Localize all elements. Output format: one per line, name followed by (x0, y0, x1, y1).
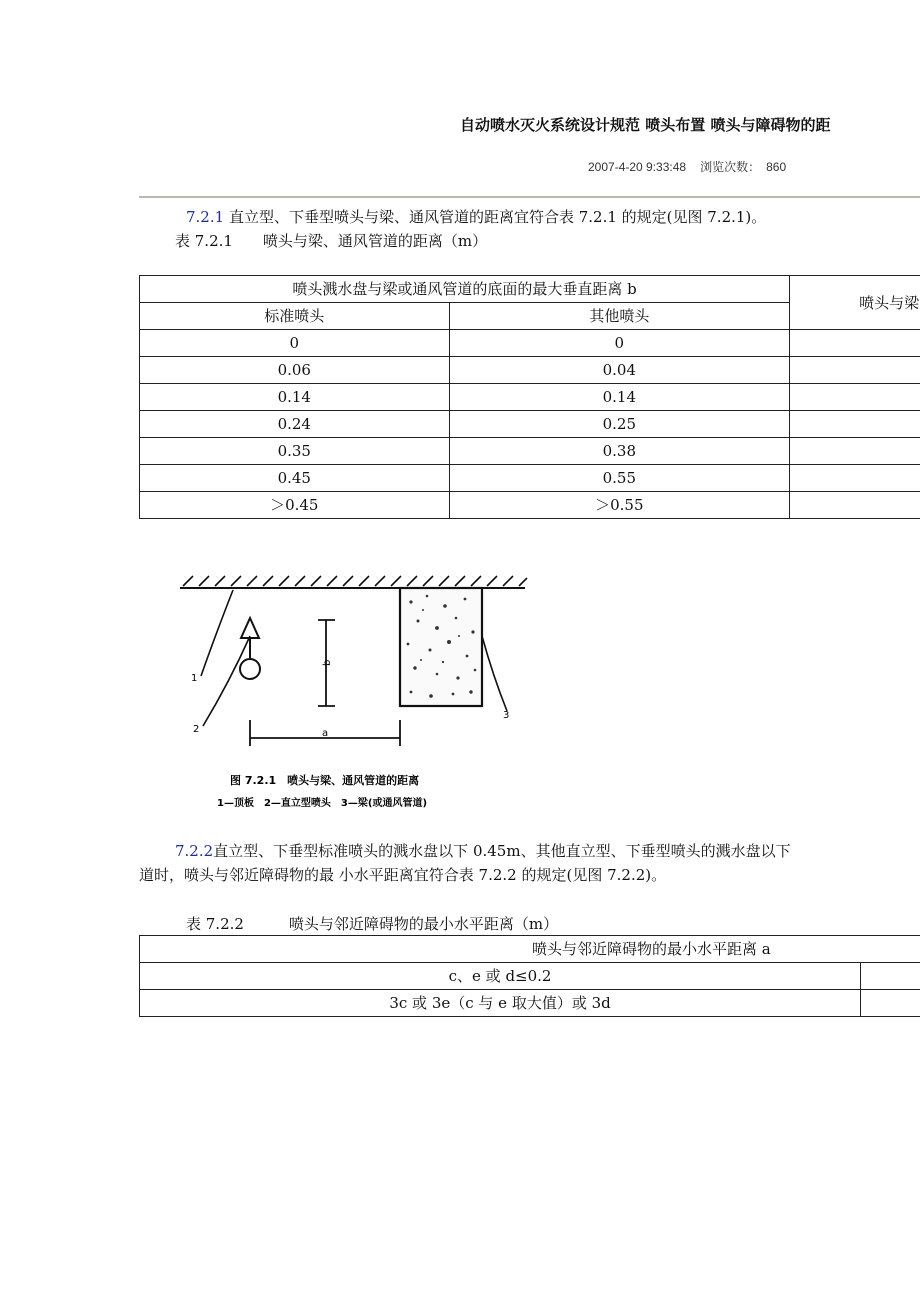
table-row (140, 465, 920, 492)
section-722-paragraph (175, 840, 791, 861)
table-cell: 0.55 (449, 465, 790, 492)
table-row (140, 411, 920, 438)
table-cell: 0 (140, 330, 450, 357)
table-722-header: 喷头与邻近障碍物的最小水平距离 a (140, 936, 920, 963)
table-721-col-other: 其他喷头 (449, 303, 790, 330)
table-cell: 0.04 (449, 357, 790, 384)
table-cell: 0.45 (140, 465, 450, 492)
table-cell: ＞0.45 (140, 492, 450, 519)
section-722-text-line1: 直立型、下垂型标准喷头的溅水盘以下 0.45m、其他直立型、下垂型喷头的溅水盘以下 (213, 842, 791, 860)
views-count: 860 (766, 160, 787, 174)
label-2: 2 (193, 724, 200, 735)
table-cell (790, 330, 920, 357)
table-cell: 3c 或 3e（c 与 e 取大值）或 3d (140, 990, 861, 1017)
article-meta (588, 158, 786, 175)
table-722 (139, 935, 920, 1017)
table-721-col-standard: 标准喷头 (140, 303, 450, 330)
section-722-number: 7.2.2 (175, 842, 214, 860)
section-722-text-line2: 道时，喷头与邻近障碍物的最 小水平距离宜符合表 7.2.2 的规定(见图 7.2.2)。 (139, 866, 667, 884)
beam (400, 588, 482, 706)
table-cell (790, 384, 920, 411)
table-row (140, 990, 920, 1017)
section-721-paragraph (186, 206, 766, 227)
table-cell (861, 963, 920, 990)
table-cell: 0.14 (449, 384, 790, 411)
table-cell: 0.35 (140, 438, 450, 465)
divider (139, 196, 920, 198)
table-cell (861, 990, 920, 1017)
figure-721 (175, 566, 535, 820)
table-row (140, 384, 920, 411)
table-cell: ＞0.55 (449, 492, 790, 519)
figure-721-legend: 1—顶板 2—直立型喷头 3—梁(或通风管道) (217, 798, 428, 809)
label-b: b (322, 659, 333, 666)
sprinkler (240, 618, 260, 679)
article-date: 2007-4-20 9:33:48 (588, 160, 687, 174)
table-cell: 0.25 (449, 411, 790, 438)
section-721-text: 直立型、下垂型喷头与梁、通风管道的距离宜符合表 7.2.1 的规定(见图 7.2.1)。 (224, 208, 767, 226)
table-721-header-main: 喷头溅水盘与梁或通风管道的底面的最大垂直距离 b (140, 276, 790, 303)
ceiling (180, 576, 527, 588)
table-721-header-right: 喷头与梁 (790, 276, 920, 330)
table-cell (790, 492, 920, 519)
table-cell: 0.24 (140, 411, 450, 438)
table-row (140, 438, 920, 465)
table-cell (790, 411, 920, 438)
figure-721-caption: 图 7.2.1 喷头与梁、通风管道的距离 (230, 774, 420, 787)
label-3: 3 (503, 710, 510, 721)
table-cell: 0.14 (140, 384, 450, 411)
article-title: 自动喷水灭火系统设计规范 喷头布置 喷头与障碍物的距 (460, 116, 831, 134)
table-cell: 0 (449, 330, 790, 357)
table-row (140, 357, 920, 384)
table-721 (139, 275, 920, 519)
section-721-number: 7.2.1 (186, 208, 225, 226)
table-cell (790, 438, 920, 465)
table-721-caption: 表 7.2.1 喷头与梁、通风管道的距离（m） (175, 232, 488, 250)
table-row (140, 936, 920, 963)
table-row (140, 963, 920, 990)
table-cell: 0.38 (449, 438, 790, 465)
table-cell: 0.06 (140, 357, 450, 384)
label-a: a (322, 728, 329, 739)
table-row (140, 330, 920, 357)
table-cell (790, 465, 920, 492)
table-cell (790, 357, 920, 384)
table-cell: c、e 或 d≤0.2 (140, 963, 861, 990)
views-label: 浏览次数： (700, 160, 761, 174)
table-row (140, 276, 920, 303)
table-722-caption: 表 7.2.2 喷头与邻近障碍物的最小水平距离（m） (186, 915, 559, 933)
label-1: 1 (191, 673, 198, 684)
table-row (140, 492, 920, 519)
